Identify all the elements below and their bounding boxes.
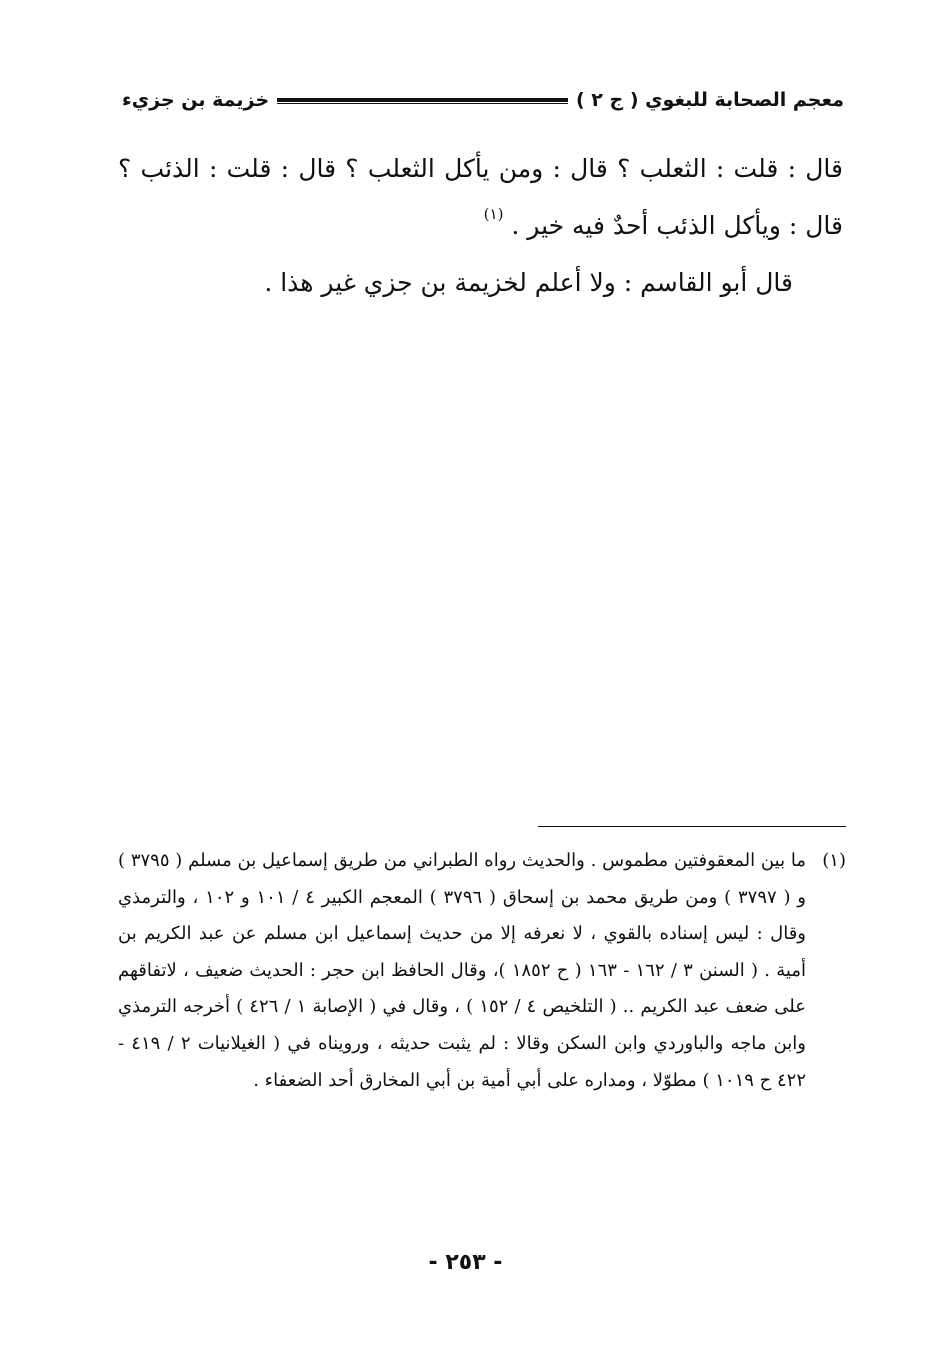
footnote-1 — [118, 843, 846, 1099]
page-number: - ٢٥٣ - — [428, 1250, 503, 1275]
book-title: معجم الصحابة للبغوي ( ج ٢ ) — [575, 89, 844, 111]
paragraph-1-text: قال : قلت : الثعلب ؟ قال : ومن يأكل الثعلب ؟ قال : قلت : الذئب ؟ قال : ويأكل الذئب أحدٌ فيه خير . — [118, 154, 843, 240]
running-header — [122, 84, 844, 116]
footnote-text: ما بين المعقوفتين مطموس . والحديث رواه الطبراني من طريق إسماعيل بن مسلم ( ٣٧٩٥ ) و ( ٣٧٩٧ ) ومن طريق محمد بن إسحاق ( ٣٧٩٦ ) المعجم الكبير ٤ / ١٠١ و ١٠٢ ، والترمذي وقال : ليس إسناده بالقوي ، لا نعرفه إلا من حديث إسماعيل ابن مسلم عن عبد الكريم بن أمية . ( السنن ٣ / ١٦٢ - ١٦٣ ( ح ١٨٥٢ )، وقال الحافظ ابن حجر : الحديث ضعيف ، لاتفاقهم على ضعف عبد الكريم .. ( التلخيص ٤ / ١٥٢ ) ، وقال في ( الإصابة ١ / ٤٢٦ ) أخرجه الترمذي وابن ماجه والباوردي وابن السكن وقالا : لم يثبت حديثه ، ورويناه في ( الغيلانيات ٢ / ٤١٩ - ٤٢٢ ح ١٠١٩ ) مطوّلا ، ومداره على أبي أمية بن أبي المخارق أحد الضعفاء . — [118, 850, 807, 1091]
section-title: خزيمة بن جزيء — [122, 89, 270, 111]
footnote-separator — [538, 826, 846, 827]
main-text — [118, 140, 843, 311]
body-paragraph-1 — [118, 140, 843, 254]
footnotes — [118, 843, 846, 1099]
header-rule — [277, 98, 568, 105]
body-paragraph-2: قال أبو القاسم : ولا أعلم لخزيمة بن جزي غير هذا . — [264, 268, 793, 297]
footnote-number: (١) — [822, 850, 846, 871]
footnote-marker: (١) — [483, 204, 504, 223]
